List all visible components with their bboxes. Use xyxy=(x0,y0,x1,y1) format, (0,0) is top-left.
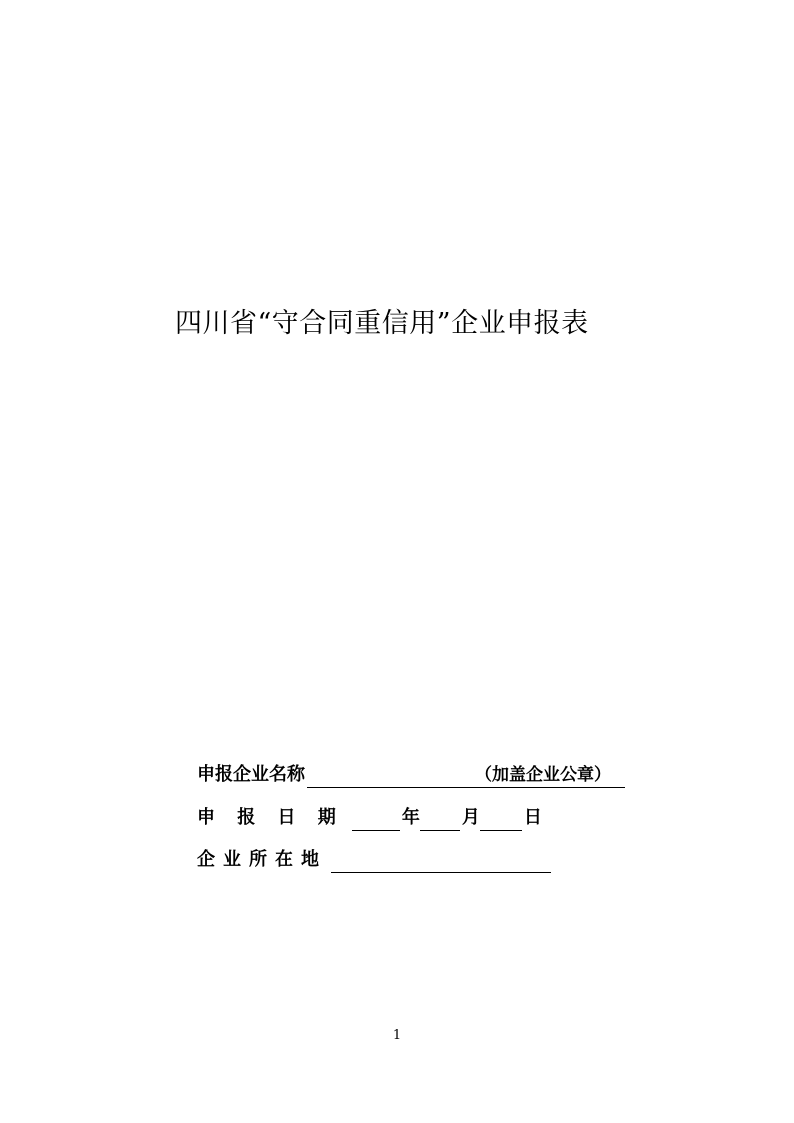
company-name-label: 申报企业名称 xyxy=(197,764,305,785)
company-seal-note: （加盖企业公章） xyxy=(475,765,611,785)
document-title: 四川省“守合同重信用”企业申报表 xyxy=(175,308,589,339)
year-unit-label: 年 xyxy=(401,807,420,828)
day-unit-label: 日 xyxy=(523,807,542,828)
month-blank xyxy=(420,803,460,831)
month-unit-label: 月 xyxy=(461,807,480,828)
year-blank xyxy=(352,803,400,831)
application-date-row xyxy=(197,803,542,833)
company-address-label: 企业所在地 xyxy=(197,849,327,870)
application-date-label: 申 报 日 期 xyxy=(197,807,344,828)
company-name-blank xyxy=(307,760,625,788)
day-blank xyxy=(480,803,522,831)
company-address-row xyxy=(197,845,551,875)
company-address-blank xyxy=(331,845,551,873)
page-number: 1 xyxy=(392,1028,402,1043)
company-name-row xyxy=(197,760,625,790)
